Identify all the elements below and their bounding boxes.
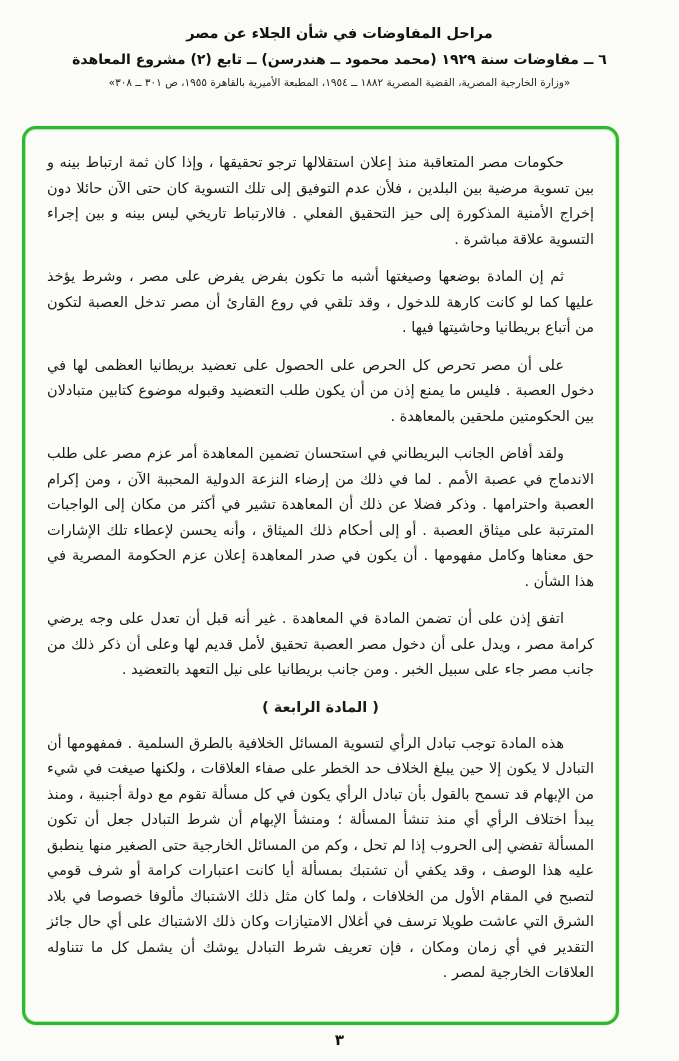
- paragraph-1: حكومات مصر المتعاقبة منذ إعلان استقلالها ترجو تحقيقها ، وإذا كان ثمة ارتباط بينه و بين تسوية مرضية بين البلدين ، فلأن عدم التوفيق إلى تلك التسوية كان حتى الآن حائلا دون إخراج الأمنية المذكورة إلى حيز التحقيق الفعلي . فالارتباط تاريخي ليس بينه و بين إجراء التسوية علاقة مباشرة .: [47, 155, 594, 248]
- page-number: ٣: [334, 1031, 345, 1049]
- paragraph-3: على أن مصر تحرص كل الحرص على الحصول على تعضيد بريطانيا العظمى لها في دخول العصبة . فليس ما يمنع إذن من أن يكون طلب التعضيد وقبوله موضوع كتابين متبادلان بين الحكومتين ملحقين بالمعاهدة .: [47, 357, 594, 425]
- source-citation: «وزارة الخارجية المصرية، القضية المصرية ١٨٨٢ ــ ١٩٥٤، المطبعة الأميرية بالقاهرة ١٩٥٥، ص ٣٠١ ــ ٣٠٨»: [108, 77, 571, 89]
- document-subtitle: ٦ ــ مفاوضات سنة ١٩٢٩ (محمد محمود ــ هندرسن) ــ تابع (٢) مشروع المعاهدة: [72, 52, 607, 68]
- content-border-box: [22, 126, 619, 1025]
- paragraph-6: هذه المادة توجب تبادل الرأي لتسوية المسائل الخلافية بالطرق السلمية . فمفهومها أن التبادل لا يكون إلا حين يبلغ الخلاف حد الخطر على صفاء العلاقات ، ولكنها صيغت في شيء من الإبهام قد تسمح بالقول بأن تبادل الرأي يكون في كل مسألة تقوم مع دولة أجنبية ، ومنذ يبدأ اختلاف الرأي أي منذ تنشأ المسألة ؛ ومنشأ الإبهام أن شرط التبادل جعل أن تكون المسألة تفضي إلى الحروب إذا لم تحل ، وكم من المسائل الخارجية حتى الصغير منها ينطبق عليه هذا الوصف ، وقد يكفي أن تشتبك بمسألة أيا كانت اعتبارات كرامة أو شرف قومي لتصبح في المقام الأول من الخلافات ، ولما كان مثل ذلك الاشتباك مألوفا خصوصا في بلاد الشرق التي عاشت طويلا ترسف في أغلال الامتيازات وكان ذلك الاشتباك على أي حال جائز التقدير في أي زمان ومكان ، فإن تعريف شرط التبادل يوشك أن يشمل كل ما تتناوله العلاقات الخارجية لمصر .: [47, 735, 594, 981]
- page-header: [0, 0, 679, 89]
- paragraph-5: اتفق إذن على أن تضمن المادة في المعاهدة . غير أنه قبل أن تعدل على وجه يرضي كرامة مصر ، ويدل على أن دخول مصر العصبة تحقيق لأمل قديم لها وعلى أن ذكر ذلك من جانب مصر جاء على سبيل الخبر . ومن جانب بريطانيا على نيل التعهد بالتعضيد .: [47, 611, 594, 678]
- paragraph-4: ولقد أفاض الجانب البريطاني في استحسان تضمين المعاهدة أمر عزم مصر على طلب الاندماج في عصبة الأمم . لما في ذلك من إرضاء النزعة الدولية المحببة الآن ، ومن إكرام العصبة واحترامها . وذكر فضلا عن ذلك أن المعاهدة تشير في أكثر من مكان إلى الواجبات المترتبة على ميثاق العصبة . أو إلى أحكام ذلك الميثاق ، وأنه يحسن لإعطاء تلك الإشارات حق معناها وكامل مفهومها . أن يكون في صدر المعاهدة إعلان عزم الحكومة المصرية في هذا الشأن .: [47, 446, 594, 590]
- section-heading-article-four: ( المادة الرابعة ): [262, 699, 379, 716]
- document-title: مراحل المفاوضات في شأن الجلاء عن مصر: [186, 26, 493, 42]
- paragraph-2: ثم إن المادة بوضعها وصيغتها أشبه ما تكون بفرض يفرض على مصر ، وشرط يؤخذ عليها كما لو كانت كارهة للدخول ، وقد تلقي في روع القارئ أن مصر تدخل العصبة لتكون من أتباع بريطانيا وحاشيتها فيها .: [47, 269, 594, 336]
